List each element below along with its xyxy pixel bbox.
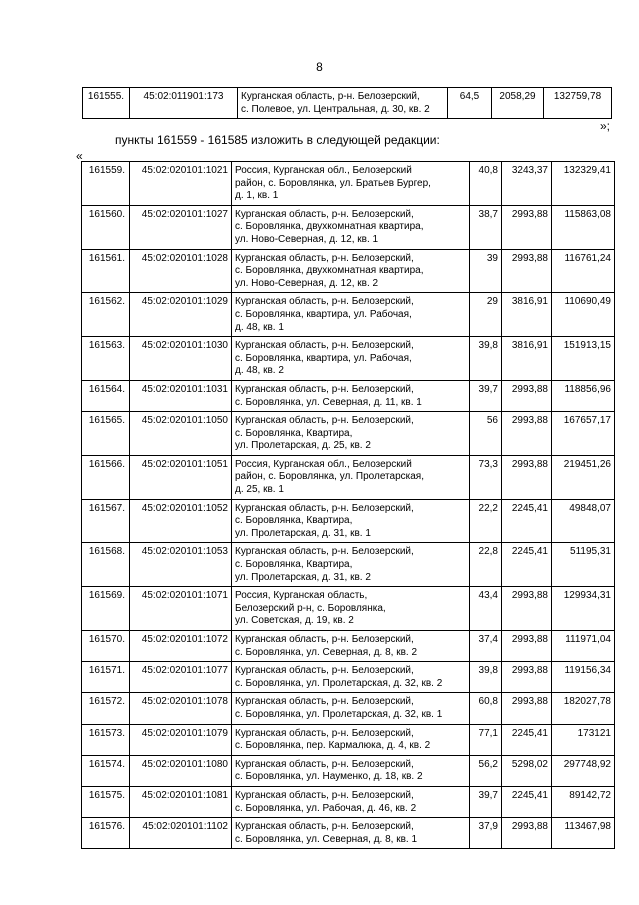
rate-value: 2993,88 <box>502 631 552 662</box>
cadastral-number: 45:02:020101:1102 <box>130 818 232 849</box>
address-line: с. Боровлянка, ул. Северная, д. 8, кв. 1 <box>235 833 418 845</box>
row-number: 161562. <box>82 293 130 337</box>
address-line: д. 48, кв. 1 <box>235 321 284 333</box>
cost-value: 116761,24 <box>552 249 615 293</box>
address-line: Курганская область, р-н. Белозерский, <box>235 340 414 352</box>
opening-quote: « <box>76 149 83 163</box>
row-number: 161563. <box>82 337 130 381</box>
cadastral-number: 45:02:020101:1028 <box>130 249 232 293</box>
cadastral-number: 45:02:020101:1050 <box>130 412 232 456</box>
rate-value: 3816,91 <box>502 337 552 381</box>
address-line: с. Боровлянка, ул. Пролетарская, д. 32, кв. 2 <box>235 677 443 689</box>
row-number: 161555. <box>83 88 130 119</box>
cadastral-number: 45:02:020101:1051 <box>130 455 232 499</box>
table-row <box>82 587 615 631</box>
cadastral-number: 45:02:020101:1027 <box>130 205 232 249</box>
table-row <box>82 293 615 337</box>
area-value: 60,8 <box>470 693 502 724</box>
cost-value: 167657,17 <box>552 412 615 456</box>
rate-value: 2993,88 <box>502 587 552 631</box>
address-line: с. Боровлянка, Квартира, <box>235 559 353 571</box>
rate-value: 5298,02 <box>502 755 552 786</box>
cost-value: 297748,92 <box>552 755 615 786</box>
address-line: с. Боровлянка, ул. Северная, д. 8, кв. 2 <box>235 646 418 658</box>
cost-value: 118856,96 <box>552 380 615 411</box>
cost-value: 173121 <box>552 724 615 755</box>
row-number: 161568. <box>82 543 130 587</box>
address-cell <box>232 412 470 456</box>
cadastral-number: 45:02:020101:1053 <box>130 543 232 587</box>
table-row <box>82 631 615 662</box>
row-number: 161566. <box>82 455 130 499</box>
address-line: с. Боровлянка, Квартира, <box>235 427 353 439</box>
address-cell <box>232 380 470 411</box>
area-value: 64,5 <box>448 88 492 119</box>
address-cell <box>232 455 470 499</box>
address-line: с. Боровлянка, ул. Науменко, д. 18, кв. 2 <box>235 771 423 783</box>
address-line: Курганская область, р-н. Белозерский, <box>235 415 414 427</box>
address-line: ул. Пролетарская, д. 31, кв. 2 <box>235 571 371 583</box>
rate-value: 2245,41 <box>502 499 552 543</box>
address-line: Курганская область, р-н. Белозерский, <box>235 546 414 558</box>
rate-value: 2245,41 <box>502 786 552 817</box>
cadastral-number: 45:02:020101:1052 <box>130 499 232 543</box>
cost-value: 182027,78 <box>552 693 615 724</box>
address-line: район, с. Боровлянка, ул. Пролетарская, <box>235 471 424 483</box>
area-value: 56,2 <box>470 755 502 786</box>
address-line: ул. Ново-Северная, д. 12, кв. 2 <box>235 277 379 289</box>
rate-value: 3816,91 <box>502 293 552 337</box>
cost-value: 132759,78 <box>544 88 612 119</box>
table-row <box>82 205 615 249</box>
address-line: Курганская область, р-н. Белозерский, <box>235 821 414 833</box>
address-line: Курганская область, р-н. Белозерский, <box>235 208 414 220</box>
address-line: Курганская область, р-н. Белозерский, <box>235 758 414 770</box>
row-number: 161559. <box>82 162 130 206</box>
rate-value: 2058,29 <box>492 88 544 119</box>
row-number: 161576. <box>82 818 130 849</box>
rate-value: 2993,88 <box>502 662 552 693</box>
address-line: Курганская область, р-н. Белозерский, <box>235 634 414 645</box>
table-row <box>82 499 615 543</box>
address-line: с. Боровлянка, ул. Пролетарская, д. 32, кв. 1 <box>235 708 443 720</box>
cadastral-number: 45:02:020101:1071 <box>130 587 232 631</box>
address-line: Курганская область, р-н. Белозерский, <box>235 789 414 801</box>
table-row <box>82 412 615 456</box>
property-table <box>81 161 615 849</box>
table-row <box>82 755 615 786</box>
address-line: с. Боровлянка, Квартира, <box>235 515 353 527</box>
cadastral-number: 45:02:020101:1080 <box>130 755 232 786</box>
table-row <box>83 88 612 119</box>
table-row <box>82 455 615 499</box>
area-value: 39 <box>470 249 502 293</box>
table-row <box>82 380 615 411</box>
area-value: 37,9 <box>470 818 502 849</box>
address-cell <box>232 162 470 206</box>
cost-value: 113467,98 <box>552 818 615 849</box>
area-value: 22,8 <box>470 543 502 587</box>
address-line: с. Боровлянка, двухкомнатная квартира, <box>235 221 424 233</box>
cost-value: 111971,04 <box>552 631 615 662</box>
rate-value: 2993,88 <box>502 693 552 724</box>
row-number: 161564. <box>82 380 130 411</box>
address-line: с. Боровлянка, ул. Северная, д. 11, кв. 1 <box>235 396 422 408</box>
rate-value: 2245,41 <box>502 724 552 755</box>
address-line: с. Боровлянка, ул. Рабочая, д. 46, кв. 2 <box>235 802 417 814</box>
area-value: 77,1 <box>470 724 502 755</box>
row-number: 161569. <box>82 587 130 631</box>
cost-value: 49848,07 <box>552 499 615 543</box>
table-row <box>82 543 615 587</box>
address-line: с. Боровлянка, пер. Кармалюка, д. 4, кв. 2 <box>235 740 431 752</box>
area-value: 37,4 <box>470 631 502 662</box>
row-number: 161574. <box>82 755 130 786</box>
area-value: 56 <box>470 412 502 456</box>
row-number: 161571. <box>82 662 130 693</box>
area-value: 39,7 <box>470 786 502 817</box>
address-line: Белозерский р-н, с. Боровлянка, <box>235 602 386 614</box>
cadastral-number: 45:02:011901:173 <box>130 88 238 119</box>
address-cell <box>232 755 470 786</box>
rate-value: 2245,41 <box>502 543 552 587</box>
address-line: ул. Пролетарская, д. 31, кв. 1 <box>235 527 371 539</box>
cadastral-number: 45:02:020101:1078 <box>130 693 232 724</box>
address-line: район, с. Боровлянка, ул. Братьев Бургер, <box>235 177 431 189</box>
address-line: ул. Пролетарская, д. 25, кв. 2 <box>235 440 371 452</box>
address-cell <box>232 587 470 631</box>
address-cell <box>232 249 470 293</box>
table-row <box>82 662 615 693</box>
address-cell <box>232 818 470 849</box>
row-number: 161573. <box>82 724 130 755</box>
rate-value: 3243,37 <box>502 162 552 206</box>
row-number: 161572. <box>82 693 130 724</box>
address-line: с. Боровлянка, двухкомнатная квартира, <box>235 265 424 277</box>
cost-value: 129934,31 <box>552 587 615 631</box>
table-row <box>82 337 615 381</box>
rate-value: 2993,88 <box>502 818 552 849</box>
area-value: 38,7 <box>470 205 502 249</box>
cadastral-number: 45:02:020101:1077 <box>130 662 232 693</box>
address-line: Курганская область, р-н. Белозерский, <box>241 91 420 102</box>
cadastral-number: 45:02:020101:1081 <box>130 786 232 817</box>
address-line: Курганская область, р-н. Белозерский, <box>235 696 414 708</box>
area-value: 39,8 <box>470 662 502 693</box>
table-row <box>82 249 615 293</box>
cadastral-number: 45:02:020101:1021 <box>130 162 232 206</box>
cost-value: 151913,15 <box>552 337 615 381</box>
address-line: ул. Ново-Северная, д. 12, кв. 1 <box>235 233 379 245</box>
address-line: Россия, Курганская обл., Белозерский <box>235 458 412 470</box>
cadastral-number: 45:02:020101:1079 <box>130 724 232 755</box>
rate-value: 2993,88 <box>502 205 552 249</box>
address-line: д. 1, кв. 1 <box>235 190 279 202</box>
address-cell <box>232 293 470 337</box>
address-line: Россия, Курганская область, <box>235 590 368 602</box>
previous-rows-table <box>82 87 612 119</box>
rate-value: 2993,88 <box>502 412 552 456</box>
cadastral-number: 45:02:020101:1031 <box>130 380 232 411</box>
area-value: 43,4 <box>470 587 502 631</box>
area-value: 40,8 <box>470 162 502 206</box>
cadastral-number: 45:02:020101:1029 <box>130 293 232 337</box>
cadastral-number: 45:02:020101:1072 <box>130 631 232 662</box>
address-line: Россия, Курганская обл., Белозерский <box>235 165 412 176</box>
address-cell <box>232 662 470 693</box>
area-value: 39,8 <box>470 337 502 381</box>
address-line: с. Боровлянка, квартира, ул. Рабочая, <box>235 352 412 364</box>
address-cell <box>232 786 470 817</box>
row-number: 161561. <box>82 249 130 293</box>
cost-value: 119156,34 <box>552 662 615 693</box>
cost-value: 51195,31 <box>552 543 615 587</box>
rate-value: 2993,88 <box>502 380 552 411</box>
address-line: ул. Советская, д. 19, кв. 2 <box>235 615 354 627</box>
row-number: 161575. <box>82 786 130 817</box>
area-value: 29 <box>470 293 502 337</box>
table-row <box>82 162 615 206</box>
rate-value: 2993,88 <box>502 455 552 499</box>
cost-value: 89142,72 <box>552 786 615 817</box>
row-number: 161565. <box>82 412 130 456</box>
address-line: д. 25, кв. 1 <box>235 484 284 496</box>
amendment-text: пункты 161559 - 161585 изложить в следующей редакции: <box>115 133 440 147</box>
cadastral-number: 45:02:020101:1030 <box>130 337 232 381</box>
area-value: 39,7 <box>470 380 502 411</box>
cost-value: 132329,41 <box>552 162 615 206</box>
address-line: Курганская область, р-н. Белозерский, <box>235 665 414 677</box>
cost-value: 115863,08 <box>552 205 615 249</box>
address-cell <box>232 724 470 755</box>
address-cell <box>232 631 470 662</box>
address-line: Курганская область, р-н. Белозерский, <box>235 296 414 308</box>
closing-quote: »; <box>599 119 610 133</box>
address-cell <box>232 337 470 381</box>
address-line: Курганская область, р-н. Белозерский, <box>235 383 414 395</box>
address-cell <box>232 205 470 249</box>
table-row <box>82 786 615 817</box>
address-line: Курганская область, р-н. Белозерский, <box>235 727 414 739</box>
address-line: с. Полевое, ул. Центральная, д. 30, кв. 2 <box>241 103 430 115</box>
address-line: д. 48, кв. 2 <box>235 365 284 377</box>
table-row <box>82 818 615 849</box>
cost-value: 110690,49 <box>552 293 615 337</box>
address-cell <box>232 543 470 587</box>
row-number: 161570. <box>82 631 130 662</box>
table-row <box>82 693 615 724</box>
table-row <box>82 724 615 755</box>
rate-value: 2993,88 <box>502 249 552 293</box>
page-number: 8 <box>316 60 323 74</box>
address-cell <box>232 499 470 543</box>
area-value: 73,3 <box>470 455 502 499</box>
cost-value: 219451,26 <box>552 455 615 499</box>
area-value: 22,2 <box>470 499 502 543</box>
address-cell <box>238 88 448 119</box>
row-number: 161560. <box>82 205 130 249</box>
address-line: Курганская область, р-н. Белозерский, <box>235 252 414 264</box>
property-table-body <box>82 162 615 849</box>
address-line: с. Боровлянка, квартира, ул. Рабочая, <box>235 308 412 320</box>
row-number: 161567. <box>82 499 130 543</box>
address-cell <box>232 693 470 724</box>
address-line: Курганская область, р-н. Белозерский, <box>235 502 414 514</box>
